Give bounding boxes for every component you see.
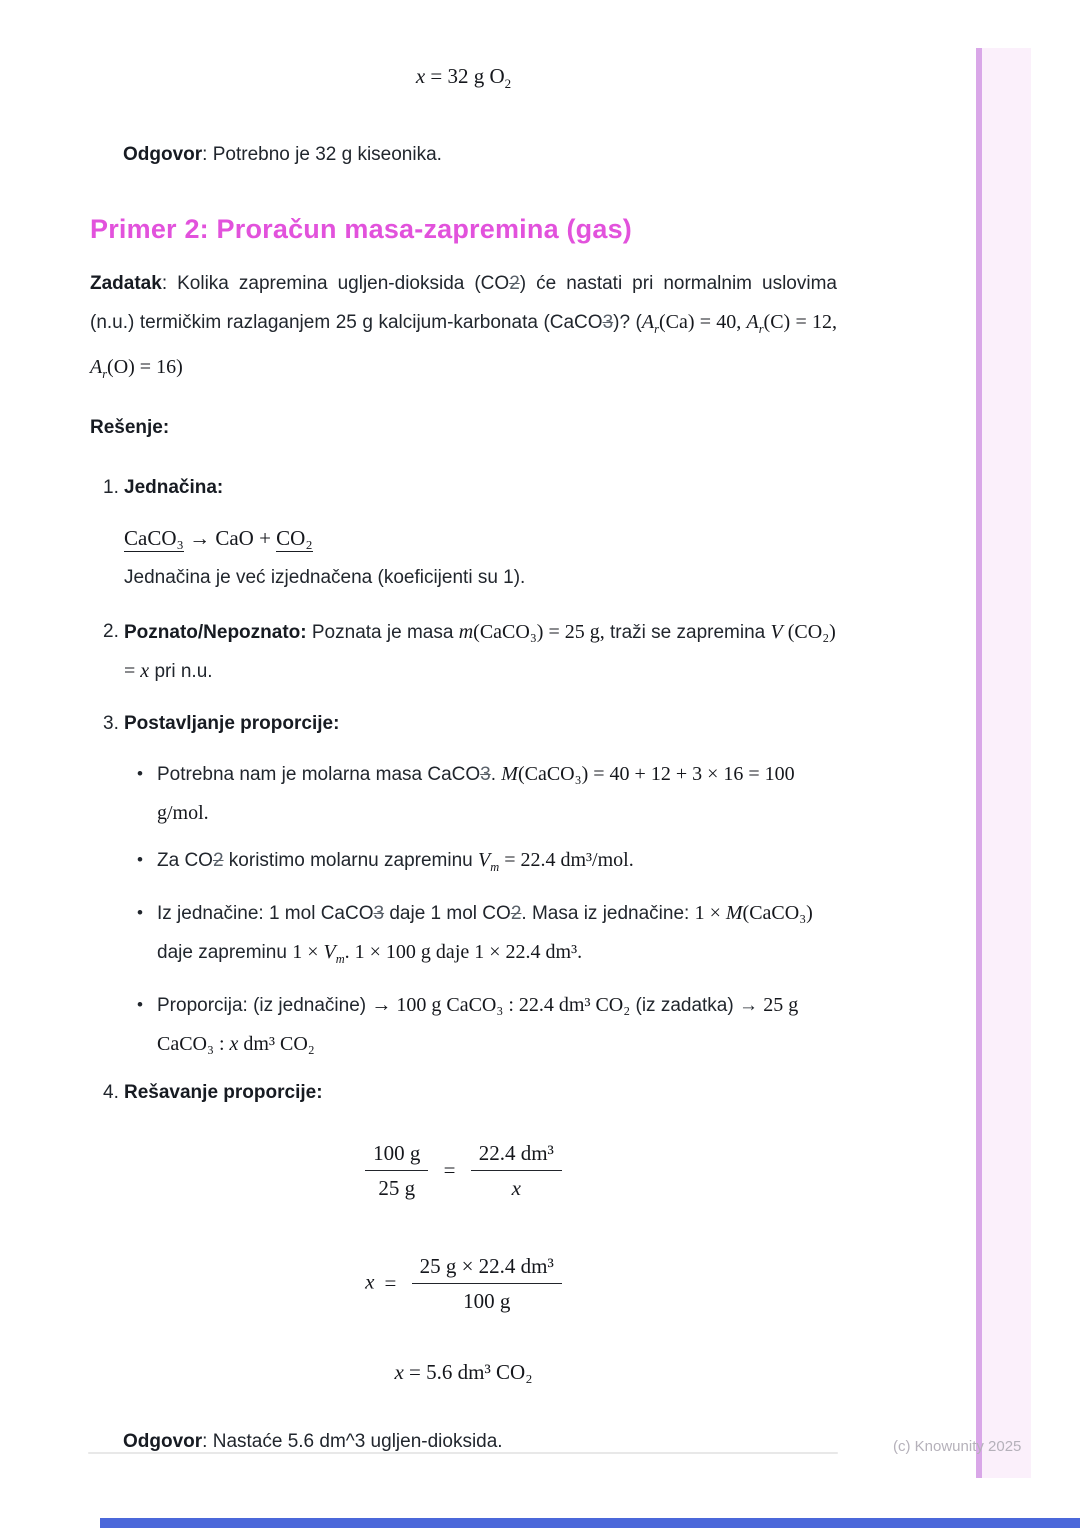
chem-formula-co2: CO₂	[276, 526, 313, 551]
math-text: → 100 g CaCO₃ : 22.4 dm³ CO₂	[371, 994, 631, 1017]
text-run: ) će nastati pri normalnim uslovima (n.u.) termičkim razlaganjem 25 g kalcijum-karbonata (CaCO	[90, 273, 837, 334]
text-run: Proporcija: (iz jednačine)	[157, 995, 372, 1017]
step-number: 3.	[103, 713, 119, 735]
fraction	[365, 1140, 428, 1201]
math-var: x	[365, 1269, 375, 1294]
bullet-body	[157, 894, 837, 978]
math-text: (C) = 12,	[763, 311, 837, 334]
step-body	[124, 613, 837, 691]
footer-divider	[88, 1452, 838, 1454]
math-run	[371, 994, 630, 1016]
math-subscript: r	[102, 367, 108, 382]
chem-formula-caco3: CaCO₃	[124, 526, 184, 551]
step-number: 2.	[103, 621, 119, 643]
text-run: .	[490, 764, 502, 786]
equation-solve-x	[90, 1253, 837, 1314]
math-text: 1 × 100 g daje 1 × 22.4 dm³.	[354, 941, 583, 964]
odgovor-label: Odgovor	[123, 1431, 203, 1453]
bullet-marker: •	[137, 764, 143, 784]
struck-digit: 3	[480, 764, 491, 786]
step-number: 4.	[103, 1082, 119, 1104]
list-item	[90, 841, 837, 886]
equals-sign: =	[384, 1271, 397, 1296]
struck-digit: 3	[602, 312, 614, 334]
list-item	[90, 755, 837, 833]
math-subscript: m	[335, 952, 345, 967]
fraction	[412, 1253, 562, 1314]
math-var: M	[725, 902, 743, 925]
math-subscript: m	[490, 860, 500, 875]
math-var: V	[323, 941, 336, 964]
text-run: koristimo molarnu zapreminu	[223, 850, 479, 872]
math-run	[292, 941, 583, 967]
math-var: A	[641, 311, 655, 334]
math-text: (CaCO₃)	[742, 902, 813, 925]
text-run: daje zapreminu	[157, 942, 293, 964]
section-heading: Primer 2: Proračun masa-zapremina (gas)	[90, 214, 632, 245]
math-var: x	[394, 1360, 404, 1385]
fraction-numerator: 100 g	[365, 1140, 428, 1171]
text-run: daje 1 mol CO	[384, 903, 511, 925]
math-subscript: 2	[504, 76, 512, 92]
math-var: x	[140, 660, 150, 683]
zadatak-label: Zadatak	[90, 273, 162, 295]
bullet-body	[157, 755, 837, 833]
text-run: Iz jednačine: 1 mol CaCO	[157, 903, 374, 925]
bullet-marker: •	[137, 850, 143, 870]
struck-digit: 2	[509, 273, 520, 295]
resenje-label	[90, 413, 837, 443]
math-var: V	[770, 621, 783, 644]
text-run: Kolika zapremina ugljen-dioksida (CO	[177, 273, 510, 295]
step-2-poznato-nepoznato	[90, 613, 837, 691]
bullet-body	[157, 841, 837, 886]
math-var: V	[478, 849, 491, 872]
list-item	[90, 894, 837, 978]
fraction	[471, 1140, 562, 1201]
list-item	[90, 986, 837, 1064]
bottom-blue-bar	[100, 1518, 1080, 1528]
math-subscript: r	[654, 322, 659, 337]
bullet-body	[157, 986, 837, 1064]
fraction-numerator: 22.4 dm³	[471, 1140, 562, 1171]
step-3-postavljanje-proporcije	[90, 705, 837, 743]
equation-proportion	[90, 1140, 837, 1201]
math-var: A	[746, 311, 759, 334]
step-body	[124, 1074, 837, 1112]
math-text: (CO₂) =	[124, 621, 836, 683]
math-text: (CaCO₃) = 25 g,	[473, 621, 605, 644]
text-run: Potrebna nam je molarna masa CaCO	[157, 764, 481, 786]
odgovor-text: : Potrebno je 32 g kiseonika.	[202, 144, 442, 166]
math-run	[478, 849, 634, 875]
formula-x-equals-32g-O2	[90, 64, 837, 92]
bullet-marker: •	[137, 995, 143, 1015]
math-text: 25 g CaCO₃ :	[157, 994, 799, 1056]
math-text: .	[344, 941, 355, 964]
footer-credit: (c) Knowunity 2025	[893, 1438, 1022, 1455]
content-column	[90, 0, 837, 1457]
step-title: Rešavanje proporcije:	[124, 1082, 323, 1104]
step-body	[124, 705, 837, 743]
text-run: pri n.u.	[149, 661, 213, 683]
struck-digit: 2	[510, 903, 522, 925]
text-run: )? (	[613, 312, 642, 334]
odgovor-label: Odgovor	[123, 144, 203, 166]
text-run: . Masa iz jednačine:	[521, 903, 695, 925]
math-run	[695, 902, 813, 924]
equals-sign: =	[443, 1158, 456, 1183]
equation-result	[90, 1360, 837, 1385]
math-var: A	[90, 356, 103, 379]
text-run: (iz zadatka) →	[630, 995, 764, 1017]
math-subscript: r	[758, 322, 764, 337]
text-run: Za CO	[157, 850, 213, 872]
text-run: traži se zapremina	[604, 622, 771, 644]
zadatak-paragraph	[90, 265, 837, 393]
math-var: M	[501, 763, 518, 786]
right-accent-bar	[982, 48, 1031, 1478]
fraction-denominator: x	[511, 1176, 521, 1201]
resenje-text: Rešenje:	[90, 417, 170, 439]
step-number: 1.	[103, 477, 119, 499]
equation-note: Jednačina je već izjednačena (koeficijenti su 1).	[124, 567, 526, 589]
math-text: (CaCO₃) = 40 + 12 + 3 × 16 = 100 g/mol.	[157, 763, 795, 825]
math-text: 1 ×	[292, 941, 324, 964]
step-title: Poznato/Nepoznato:	[124, 622, 307, 644]
math-text: →	[183, 526, 216, 551]
struck-digit: 3	[373, 903, 385, 925]
step-body	[124, 469, 837, 597]
math-var: m	[458, 621, 474, 644]
fraction-denominator: 100 g	[463, 1289, 511, 1314]
math-text: = 22.4 dm³/mol.	[499, 849, 634, 872]
step-1-jednacina	[90, 469, 837, 597]
math-text: = 32 g O	[425, 64, 505, 88]
bullet-marker: •	[137, 903, 143, 923]
chemical-equation	[124, 517, 837, 559]
math-text: CaO +	[215, 526, 277, 551]
odgovor-line-1	[123, 140, 837, 170]
math-text: (Ca) = 40,	[658, 311, 747, 334]
step-title: Postavljanje proporcije:	[124, 713, 340, 735]
math-text: = 5.6 dm³ CO₂	[403, 1360, 533, 1385]
math-text: dm³ CO₂	[238, 1033, 315, 1056]
odgovor-text: : Nastaće 5.6 dm^3 ugljen-dioksida.	[202, 1431, 503, 1453]
math-var: x	[229, 1033, 239, 1056]
math-text: (O) = 16)	[107, 356, 183, 379]
math-var: x	[415, 64, 426, 88]
text-run: :	[161, 273, 178, 295]
text-run: Poznata je masa	[306, 622, 459, 644]
step-title: Jednačina:	[124, 477, 224, 499]
math-text: 1 ×	[694, 902, 726, 925]
struck-digit: 2	[212, 850, 224, 872]
fraction-numerator: 25 g × 22.4 dm³	[412, 1253, 562, 1284]
math-run	[459, 621, 605, 643]
step-4-resavanje-proporcije	[90, 1074, 837, 1112]
fraction-denominator: 25 g	[378, 1176, 416, 1201]
